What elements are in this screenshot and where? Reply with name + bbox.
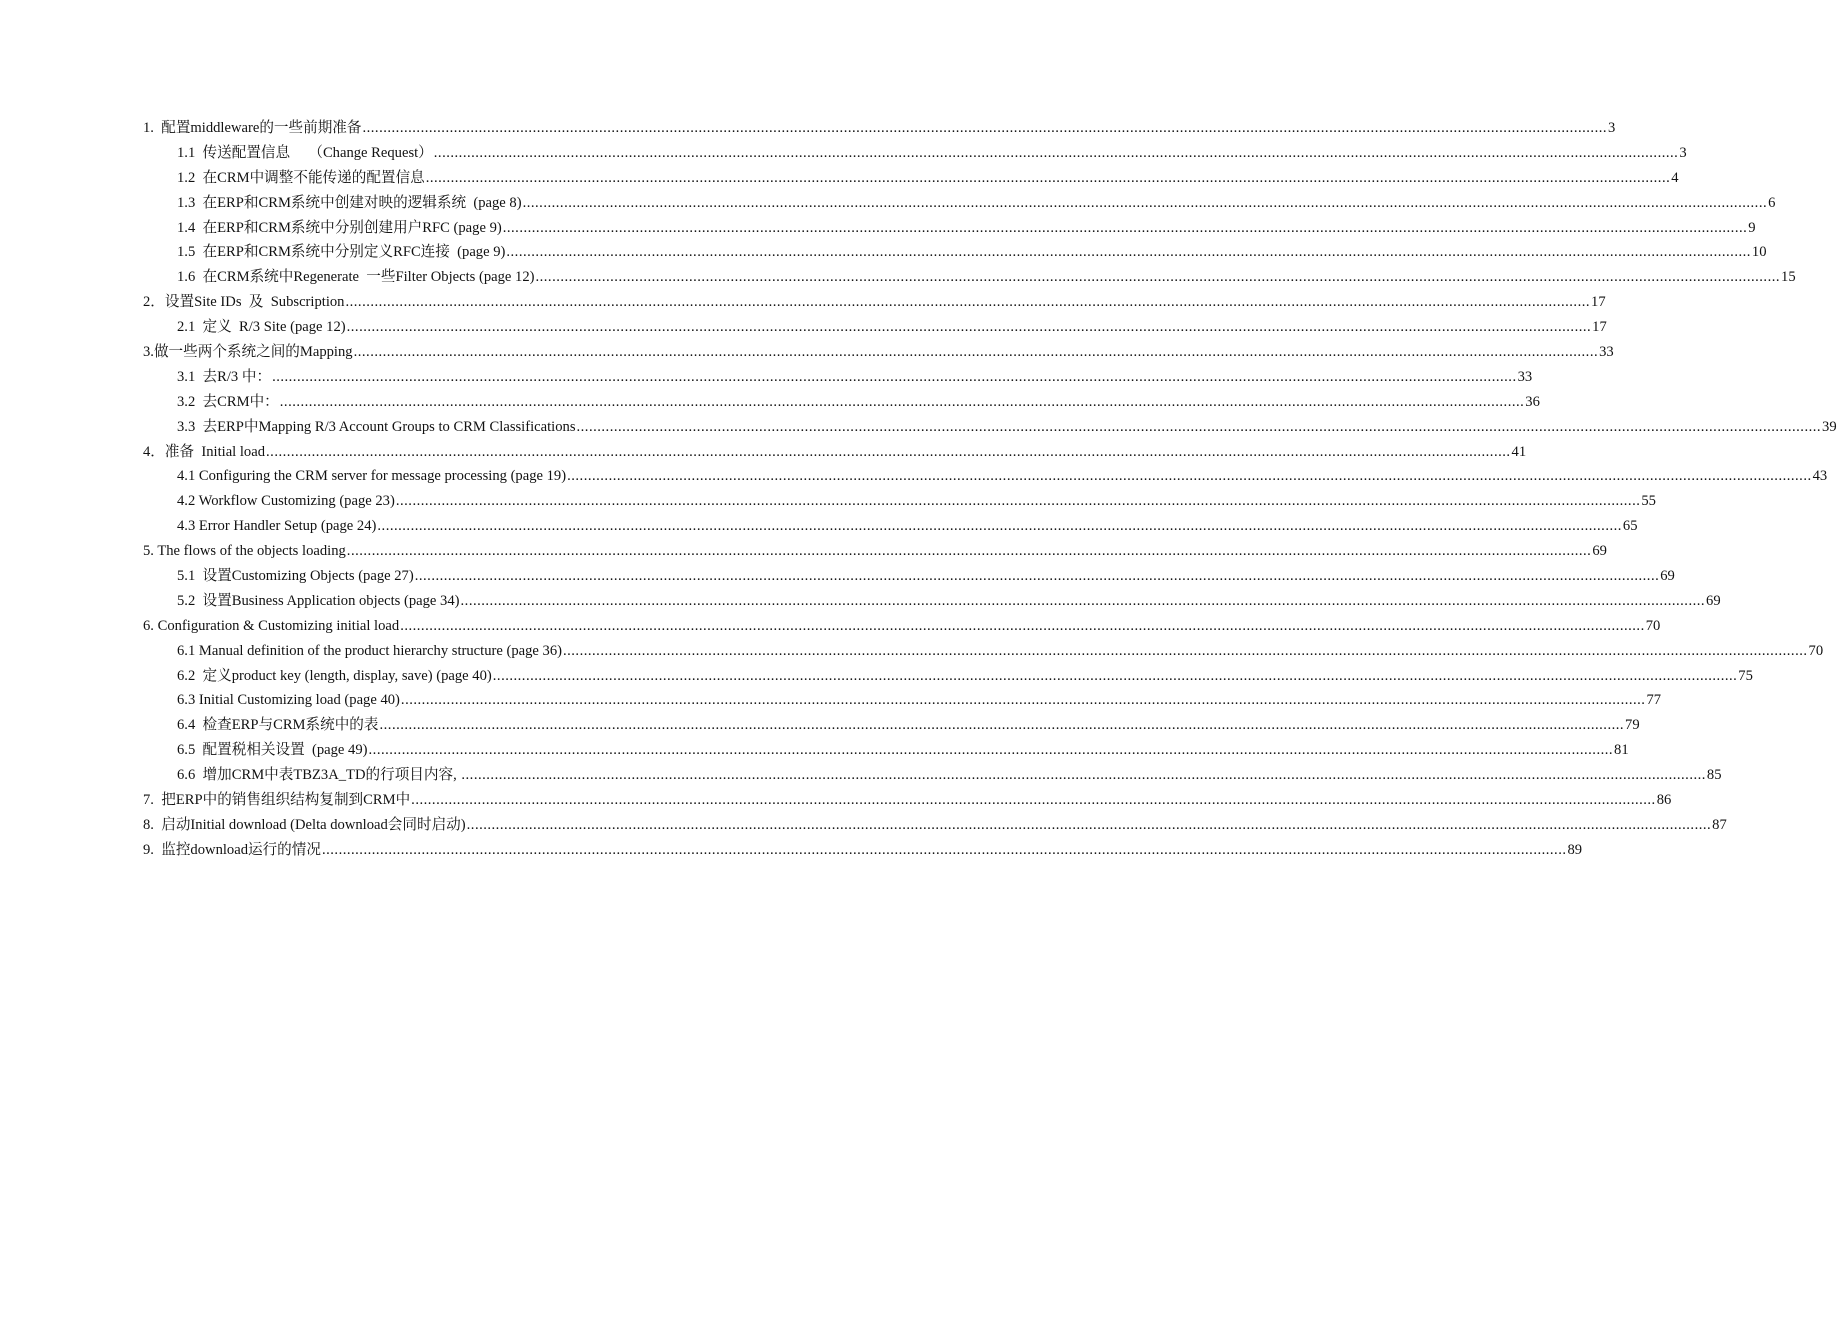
toc-page-number: 36 (1525, 393, 1540, 410)
toc-page-number: 33 (1517, 368, 1533, 385)
toc-dot-leader: ............................................................................................................................................................................................................................................................................................................ (460, 592, 1706, 609)
toc-dot-leader: ............................................................................................................................................................................................................................................................................................................ (321, 841, 1567, 858)
toc-page-number: 3 (1679, 144, 1687, 161)
toc-dot-leader: ............................................................................................................................................................................................................................................................................................................ (433, 144, 1679, 161)
toc-entry-title: 1.5 在ERP和CRM系统中分别定义RFC连接 (page 9) (177, 244, 506, 261)
toc-entry-title: 1.3 在ERP和CRM系统中创建对映的逻辑系统 (page 8) (177, 194, 522, 211)
toc-entry-title: 2.1 定义 R/3 Site (page 12) (177, 319, 346, 336)
toc-entry[interactable] (143, 166, 1679, 191)
toc-dot-leader: ............................................................................................................................................................................................................................................................................................................ (492, 667, 1738, 684)
toc-entry[interactable] (143, 141, 1687, 166)
toc-entry-title: 4.1 Configuring the CRM server for message processing (page 19) (177, 468, 567, 485)
toc-entry[interactable] (143, 838, 1583, 863)
toc-page-number: 43 (1812, 468, 1828, 485)
toc-page-number: 17 (1591, 294, 1606, 311)
toc-dot-leader: ............................................................................................................................................................................................................................................................................................................ (400, 692, 1646, 709)
toc-entry-title: 3.2 去CRM中： (177, 393, 279, 410)
toc-entry-title: 6. Configuration & Customizing initial load (143, 617, 400, 634)
toc-dot-leader: ............................................................................................................................................................................................................................................................................................................ (567, 468, 1812, 485)
toc-dot-leader: ............................................................................................................................................................................................................................................................................................................ (345, 294, 1591, 311)
toc-dot-leader: ............................................................................................................................................................................................................................................................................................................ (395, 493, 1641, 510)
toc-page-number: 69 (1660, 568, 1675, 585)
toc-entry[interactable] (143, 813, 1727, 838)
toc-page-number: 70 (1645, 617, 1661, 634)
toc-entry[interactable] (143, 539, 1607, 564)
toc-page-number: 39 (1822, 418, 1837, 435)
toc-entry-title: 1. 配置middleware的一些前期准备 (143, 120, 362, 136)
toc-page-number: 70 (1808, 642, 1824, 659)
toc-dot-leader: ............................................................................................................................................................................................................................................................................................................ (535, 269, 1781, 286)
toc-page-number: 33 (1599, 344, 1614, 361)
toc-entry[interactable] (143, 390, 1540, 415)
toc-page-number: 75 (1738, 667, 1753, 684)
table-of-contents (143, 116, 1837, 863)
toc-entry-title: 6.1 Manual definition of the product hierarchy structure (page 36) (177, 642, 562, 659)
toc-dot-leader: ............................................................................................................................................................................................................................................................................................................ (461, 767, 1706, 784)
toc-entry-title: 3.做一些两个系统之间的Mapping (143, 344, 353, 361)
toc-entry[interactable] (143, 340, 1614, 365)
toc-dot-leader: ............................................................................................................................................................................................................................................................................................................ (562, 642, 1808, 659)
toc-entry-title: 6.2 定义product key (length, display, save) (page 40) (177, 667, 492, 684)
toc-page-number: 55 (1641, 493, 1656, 510)
toc-dot-leader: ............................................................................................................................................................................................................................................................................................................ (506, 244, 1751, 261)
toc-entry[interactable] (143, 514, 1638, 539)
toc-entry[interactable] (143, 564, 1675, 589)
toc-page-number: 79 (1625, 717, 1640, 734)
toc-entry-title: 4.2 Workflow Customizing (page 23) (177, 493, 395, 510)
toc-entry-title: 1.2 在CRM中调整不能传递的配置信息 (177, 169, 425, 186)
toc-page-number: 3 (1608, 120, 1616, 136)
toc-entry[interactable] (143, 713, 1640, 738)
toc-entry-title: 7. 把ERP中的销售组织结构复制到CRM中 (143, 792, 411, 809)
toc-page-number: 69 (1706, 592, 1721, 609)
toc-page-number: 6 (1768, 194, 1776, 211)
toc-dot-leader: ............................................................................................................................................................................................................................................................................................................ (346, 319, 1592, 336)
toc-dot-leader: ............................................................................................................................................................................................................................................................................................................ (368, 742, 1614, 759)
toc-entry[interactable] (143, 290, 1606, 315)
toc-entry[interactable] (143, 216, 1756, 241)
toc-entry-title: 5.2 设置Business Application objects (page 34) (177, 592, 460, 609)
toc-page-number: 81 (1614, 742, 1629, 759)
toc-page-number: 89 (1567, 841, 1583, 858)
toc-entry-title: 1.6 在CRM系统中Regenerate 一些Filter Objects (page 12) (177, 269, 535, 286)
toc-entry[interactable] (143, 639, 1824, 664)
toc-entry[interactable] (143, 240, 1767, 265)
toc-dot-leader: ............................................................................................................................................................................................................................................................................................................ (362, 120, 1608, 136)
toc-entry-title: 4.3 Error Handler Setup (page 24) (177, 518, 377, 535)
toc-entry-title: 6.3 Initial Customizing load (page 40) (177, 692, 400, 709)
toc-entry-title: 9. 监控download运行的情况 (143, 841, 321, 858)
toc-page-number: 17 (1592, 319, 1607, 336)
toc-dot-leader: ............................................................................................................................................................................................................................................................................................................ (266, 443, 1511, 460)
toc-entry-title: 6.4 检查ERP与CRM系统中的表 (177, 717, 379, 734)
toc-dot-leader: ............................................................................................................................................................................................................................................................................................................ (379, 717, 1625, 734)
toc-dot-leader: ............................................................................................................................................................................................................................................................................................................ (411, 792, 1656, 809)
toc-entry[interactable] (143, 489, 1656, 514)
toc-entry-title: 2．设置Site IDs 及 Subscription (143, 294, 345, 311)
toc-dot-leader: ............................................................................................................................................................................................................................................................................................................ (576, 418, 1822, 435)
toc-entry[interactable] (143, 688, 1662, 713)
toc-entry-title: 1.1 传送配置信息 （Change Request） (177, 144, 433, 161)
toc-entry-title: 6.6 增加CRM中表TBZ3A_TD的行项目内容, (177, 767, 461, 784)
toc-entry[interactable] (143, 191, 1776, 216)
toc-entry[interactable] (143, 664, 1753, 689)
toc-dot-leader: ............................................................................................................................................................................................................................................................................................................ (377, 518, 1622, 535)
toc-dot-leader: ............................................................................................................................................................................................................................................................................................................ (522, 194, 1768, 211)
toc-dot-leader: ............................................................................................................................................................................................................................................................................................................ (502, 219, 1748, 236)
toc-entry[interactable] (143, 116, 1616, 141)
toc-page-number: 69 (1592, 543, 1607, 560)
toc-entry[interactable] (143, 315, 1607, 340)
toc-entry[interactable] (143, 763, 1722, 788)
toc-entry[interactable] (143, 738, 1629, 763)
toc-dot-leader: ............................................................................................................................................................................................................................................................................................................ (346, 543, 1592, 560)
toc-page-number: 86 (1656, 792, 1672, 809)
toc-entry[interactable] (143, 265, 1796, 290)
toc-page-number: 10 (1751, 244, 1767, 261)
toc-page-number: 4 (1671, 169, 1679, 186)
toc-entry[interactable] (143, 788, 1672, 813)
toc-dot-leader: ............................................................................................................................................................................................................................................................................................................ (353, 344, 1599, 361)
toc-entry-title: 3.1 去R/3 中： (177, 368, 272, 385)
toc-entry-title: 6.5 配置税相关设置 (page 49) (177, 742, 368, 759)
toc-entry[interactable] (143, 589, 1721, 614)
toc-entry-title: 1.4 在ERP和CRM系统中分别创建用户RFC (page 9) (177, 219, 502, 236)
toc-dot-leader: ............................................................................................................................................................................................................................................................................................................ (400, 617, 1645, 634)
toc-page-number: 87 (1712, 816, 1727, 833)
toc-page-number: 9 (1748, 219, 1756, 236)
toc-page-number: 77 (1646, 692, 1662, 709)
toc-entry-title: 8. 启动Initial download (Delta download会同时启动) (143, 816, 466, 833)
toc-entry-title: 5. The flows of the objects loading (143, 543, 346, 560)
toc-entry-title: 5.1 设置Customizing Objects (page 27) (177, 568, 414, 585)
toc-entry[interactable] (143, 614, 1661, 639)
toc-page-number: 41 (1511, 443, 1527, 460)
toc-dot-leader: ............................................................................................................................................................................................................................................................................................................ (425, 169, 1671, 186)
toc-page-number: 85 (1706, 767, 1722, 784)
toc-dot-leader: ............................................................................................................................................................................................................................................................................................................ (414, 568, 1660, 585)
toc-dot-leader: ............................................................................................................................................................................................................................................................................................................ (272, 368, 1517, 385)
toc-entry[interactable] (143, 440, 1527, 465)
toc-dot-leader: ............................................................................................................................................................................................................................................................................................................ (279, 393, 1525, 410)
toc-entry-title: 4．准备 Initial load (143, 443, 266, 460)
toc-entry[interactable] (143, 415, 1837, 440)
toc-entry[interactable] (143, 365, 1533, 390)
toc-page-number: 65 (1622, 518, 1638, 535)
toc-entry[interactable] (143, 464, 1828, 489)
toc-entry-title: 3.3 去ERP中Mapping R/3 Account Groups to CRM Classifications (177, 418, 576, 435)
toc-dot-leader: ............................................................................................................................................................................................................................................................................................................ (466, 816, 1712, 833)
toc-page-number: 15 (1781, 269, 1796, 286)
